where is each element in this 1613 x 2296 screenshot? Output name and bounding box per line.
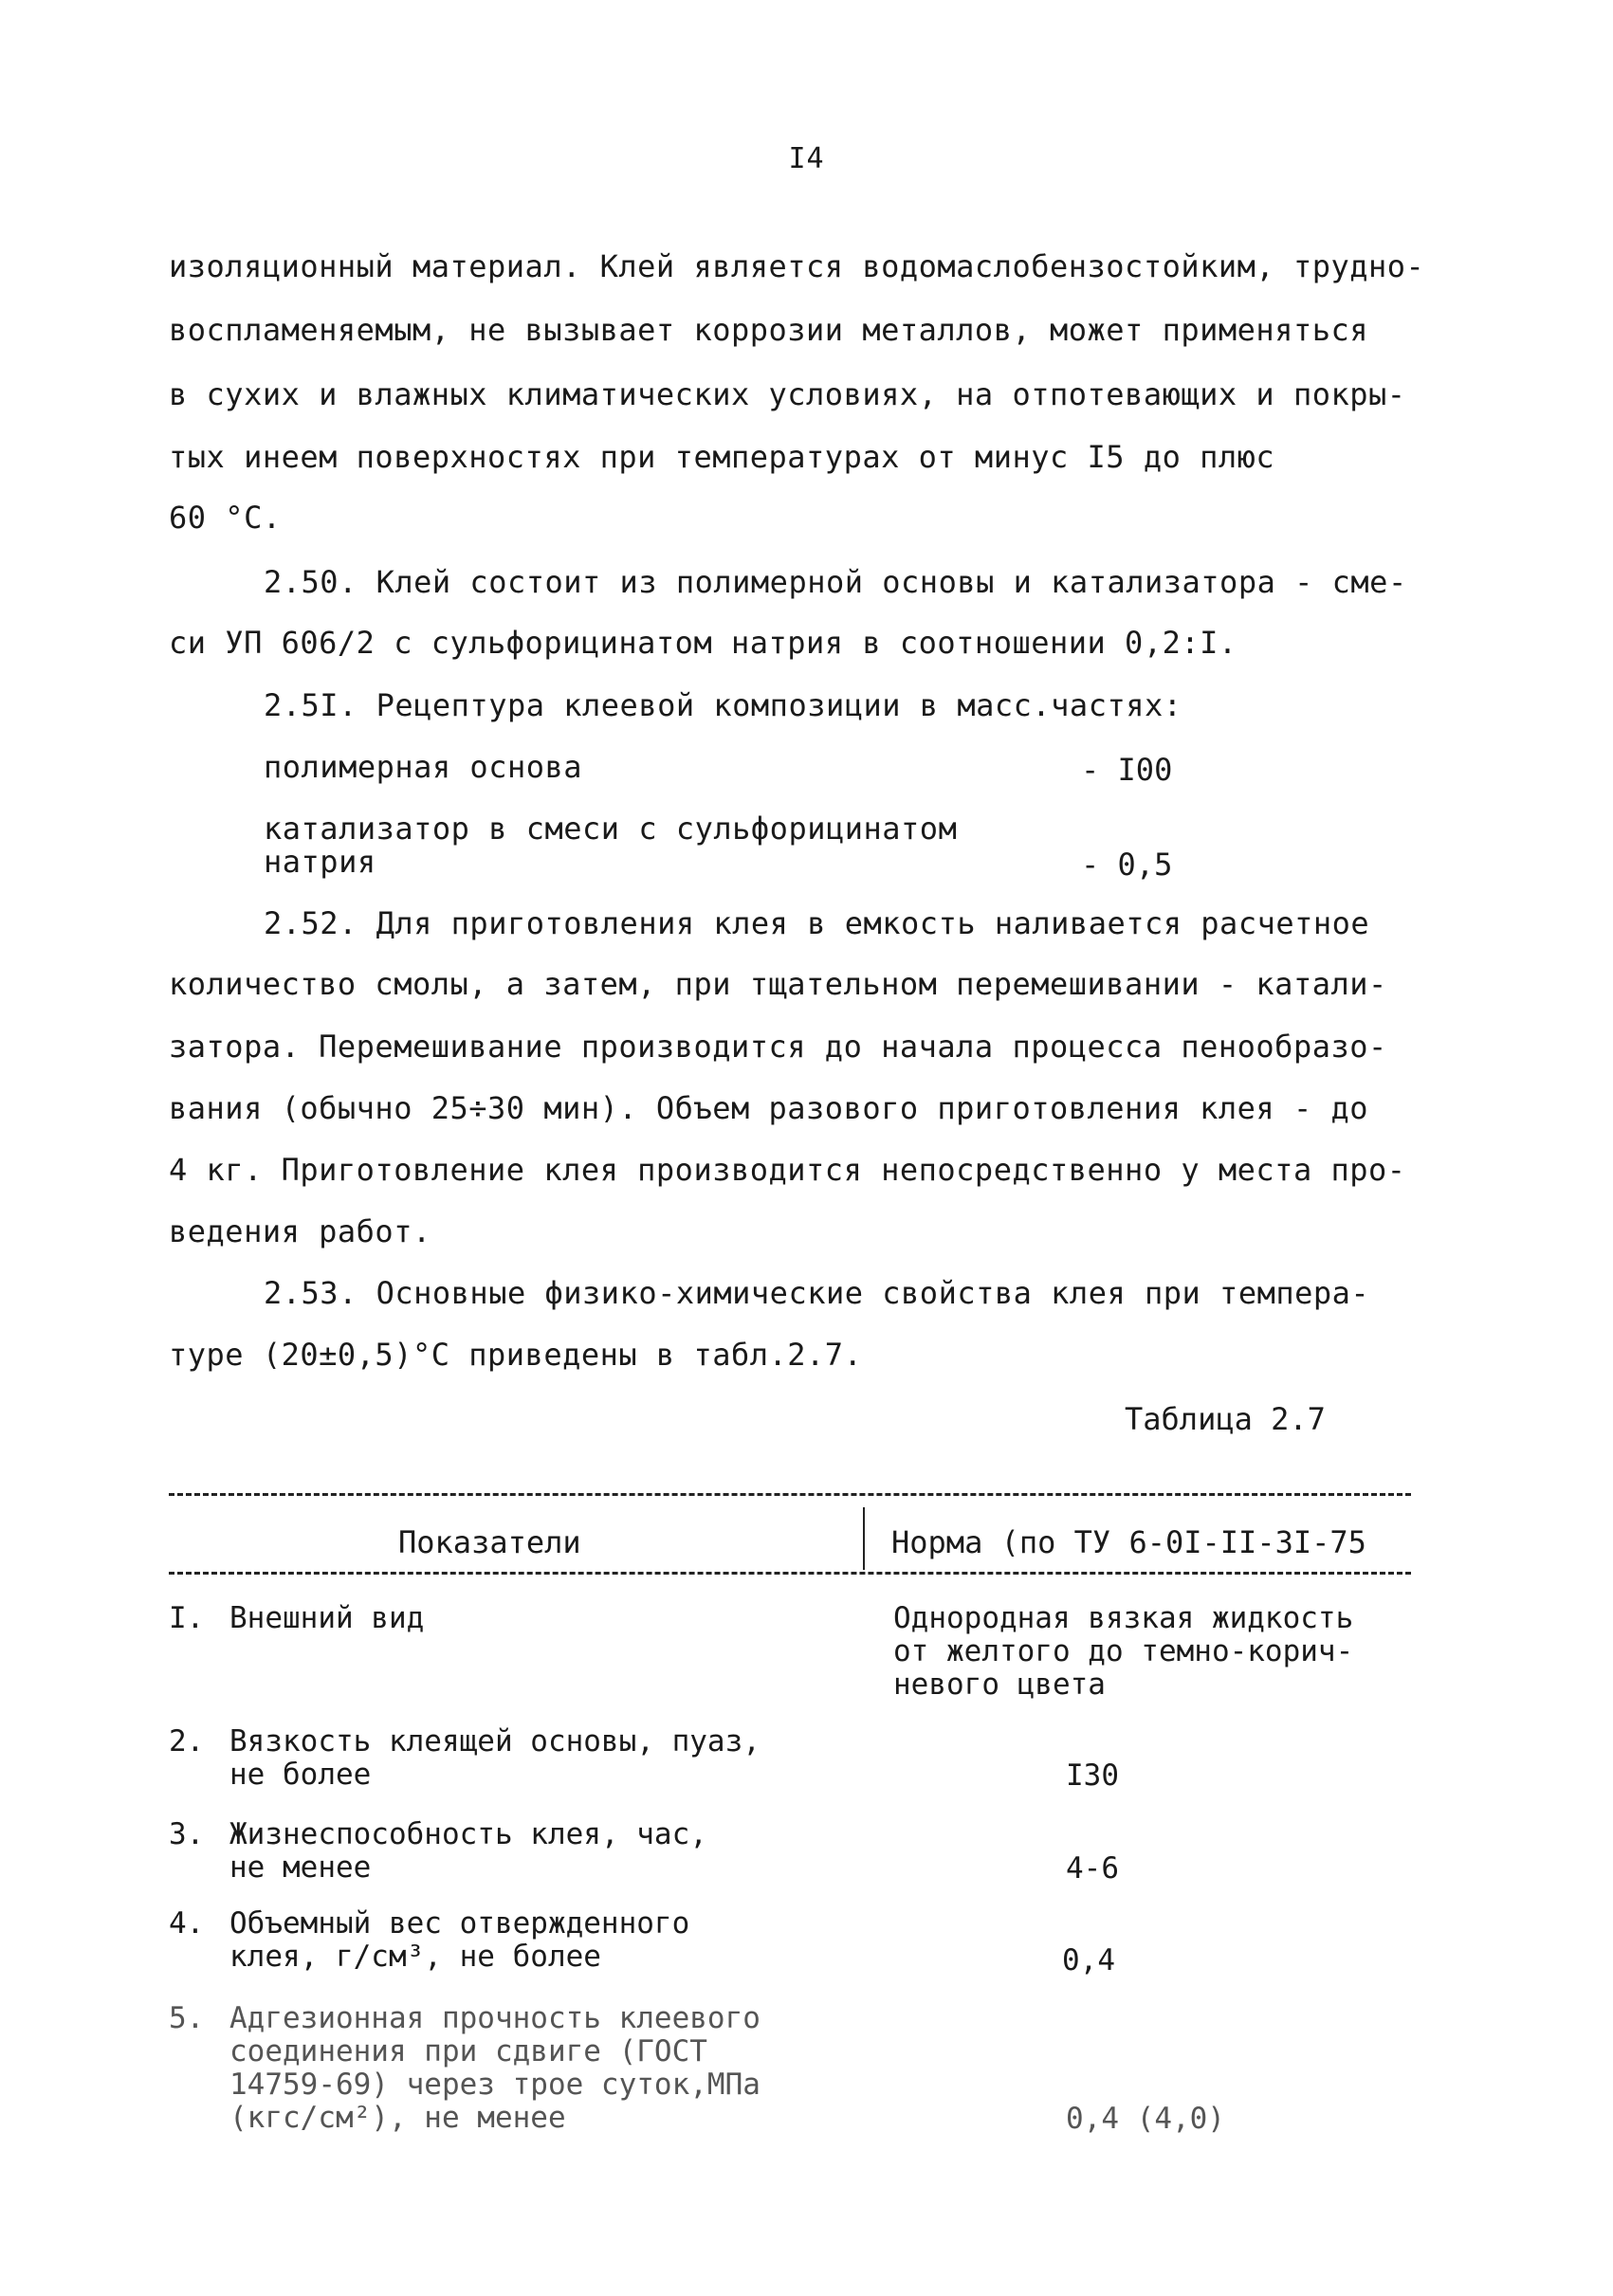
clause-2-52-line: ведения работ. [169,1213,431,1249]
table-cell-indicator: не менее [229,1850,372,1885]
table-top-rule [169,1493,1411,1496]
table-header-indicator: Показатели [398,1524,581,1560]
table-row-number: 2. [169,1724,205,1758]
clause-2-52-line: 2.52. Для приготовления клея в емкость наливается расчетное [264,905,1370,941]
table-row-number: I. [169,1601,205,1635]
table-cell-norm: 0,4 (4,0) [1066,2102,1225,2136]
clause-2-51: 2.5I. Рецептура клеевой композиции в масс.частях: [264,687,1182,723]
paragraph-line: изоляционный материал. Клей является водомаслобензостойким, трудно- [169,248,1425,284]
table-caption: Таблица 2.7 [1125,1401,1326,1437]
paragraph-line: в сухих и влажных климатических условиях, на отпотевающих и покры- [169,376,1406,412]
recipe-item-name: натрия [264,844,376,880]
table-cell-indicator: соединения при сдвиге (ГОСТ [229,2034,707,2068]
table-cell-norm: I30 [1066,1758,1119,1793]
table-row-number: 4. [169,1906,205,1941]
clause-2-52-line: 4 кг. Приготовление клея производится непосредственно у места про- [169,1152,1406,1188]
recipe-item-name: полимерная основа [264,749,583,785]
page-number: I4 [788,142,825,175]
table-cell-indicator: 14759-69) через трое суток,МПа [229,2068,761,2102]
clause-2-52-line: затора. Перемешивание производится до начала процесса пенообразо- [169,1029,1387,1065]
table-cell-norm: 4-6 [1066,1851,1119,1886]
table-cell-indicator: Адгезионная прочность клеевого [229,2001,761,2035]
table-cell-norm: Однородная вязкая жидкость [893,1601,1354,1635]
table-row-number: 3. [169,1817,205,1851]
table-cell-indicator: Объемный вес отвержденного [229,1906,690,1941]
clause-2-50-line: 2.50. Клей состоит из полимерной основы и катализатора - сме- [264,564,1407,600]
clause-2-50-line: си УП 606/2 с сульфорицинатом натрия в соотношении 0,2:I. [169,625,1237,661]
table-cell-indicator: Жизнеспособность клея, час, [229,1817,707,1851]
table-cell-indicator: (кгс/см²), не менее [229,2101,566,2135]
clause-2-53-line: туре (20±0,5)°С приведены в табл.2.7. [169,1337,863,1373]
table-cell-indicator: Внешний вид [229,1601,425,1635]
table-cell-norm: от желтого до темно-корич- [893,1634,1354,1668]
clause-2-52-line: вания (обычно 25÷30 мин). Объем разового приготовления клея - до [169,1090,1368,1126]
table-header-norm: Норма (по ТУ 6-0I-II-3I-75 [891,1524,1366,1560]
recipe-item-value: - 0,5 [1081,847,1173,883]
table-row-number: 5. [169,2001,205,2035]
table-column-separator [863,1507,865,1570]
clause-2-52-line: количество смолы, а затем, при тщательном перемешивании - катали- [169,966,1387,1002]
paragraph-line: 60 °С. [169,500,282,536]
paragraph-line: воспламеняемым, не вызывает коррозии металлов, может применяться [169,312,1368,348]
paragraph-line: тых инеем поверхностях при температурах от минус I5 до плюс [169,439,1275,475]
table-cell-norm: невого цвета [893,1667,1106,1702]
table-cell-norm: 0,4 [1062,1943,1115,1977]
clause-2-53-line: 2.53. Основные физико-химические свойства клея при темпера- [264,1275,1370,1311]
table-header-rule [169,1572,1411,1575]
table-cell-indicator: Вязкость клеящей основы, пуаз, [229,1724,761,1758]
table-cell-indicator: не более [229,1758,372,1792]
recipe-item-name: катализатор в смеси с сульфорицинатом [264,811,958,847]
recipe-item-value: - I00 [1081,752,1173,788]
table-cell-indicator: клея, г/см³, не более [229,1940,601,1974]
